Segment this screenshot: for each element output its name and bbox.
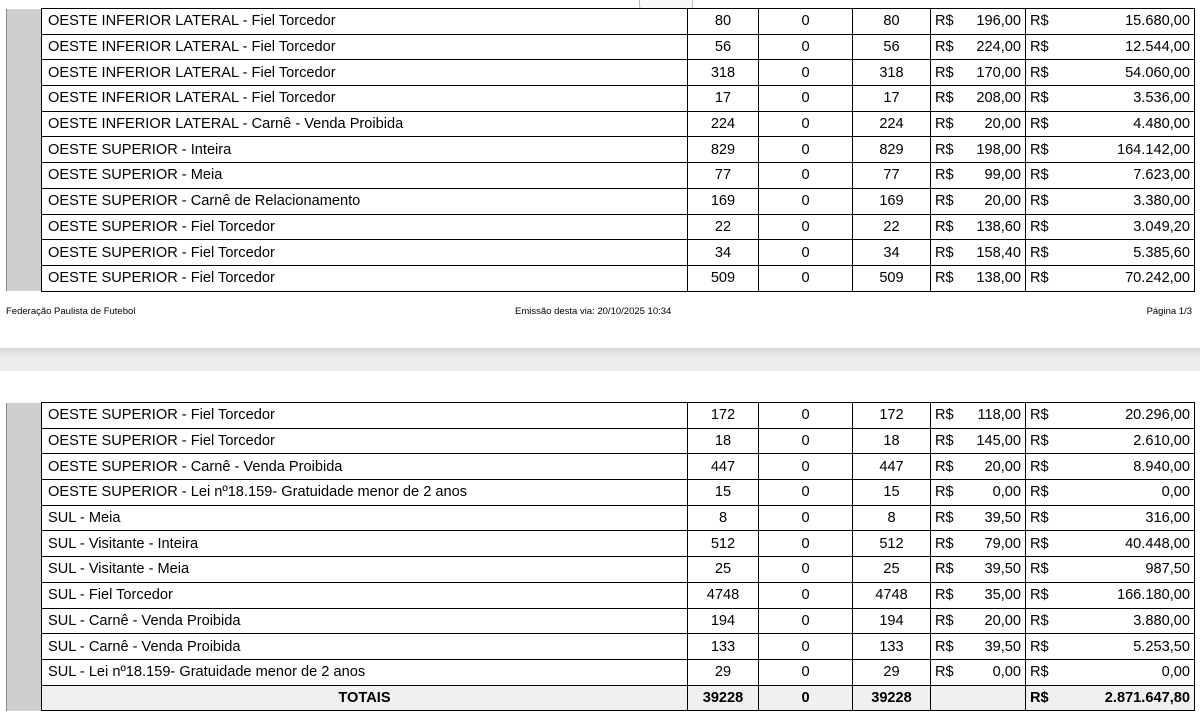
unit-price: 138,60: [960, 214, 1026, 240]
unit-price-currency: R$: [931, 659, 960, 685]
quantity-sold: 4748: [688, 582, 759, 608]
table-row: [7, 608, 1195, 634]
row-side-margin: [7, 634, 42, 660]
quantity-cancelled: 0: [759, 557, 853, 583]
total-currency: R$: [1026, 480, 1054, 506]
sector-description: OESTE SUPERIOR - Lei nº18.159- Gratuidade menor de 2 anos: [42, 480, 688, 506]
row-side-margin: [7, 659, 42, 685]
quantity-net: 34: [853, 240, 931, 266]
unit-price-currency: R$: [931, 634, 960, 660]
total-currency: R$: [1026, 531, 1054, 557]
sector-description: SUL - Lei nº18.159- Gratuidade menor de 2 anos: [42, 659, 688, 685]
unit-price-currency: R$: [931, 531, 960, 557]
footer-organization: Federação Paulista de Futebol: [6, 306, 136, 317]
row-total: 2.610,00: [1054, 428, 1195, 454]
row-side-margin: [7, 86, 42, 112]
quantity-net: 447: [853, 454, 931, 480]
quantity-sold: 133: [688, 634, 759, 660]
quantity-sold: 22: [688, 214, 759, 240]
row-side-margin: [7, 60, 42, 86]
unit-price: 170,00: [960, 60, 1026, 86]
report-page-1: [0, 0, 1200, 348]
sector-description: OESTE SUPERIOR - Fiel Torcedor: [42, 240, 688, 266]
total-currency: R$: [1026, 34, 1054, 60]
row-side-margin: [7, 163, 42, 189]
row-total: 40.448,00: [1054, 531, 1195, 557]
row-side-margin: [7, 214, 42, 240]
quantity-net: 25: [853, 557, 931, 583]
unit-price-currency: R$: [931, 60, 960, 86]
row-side-margin: [7, 685, 42, 711]
unit-price-currency: R$: [931, 214, 960, 240]
quantity-net: 172: [853, 403, 931, 429]
unit-price-currency: R$: [931, 240, 960, 266]
ticket-sales-table-page-1: [6, 8, 1195, 292]
sector-description: OESTE SUPERIOR - Fiel Torcedor: [42, 214, 688, 240]
quantity-net: 169: [853, 188, 931, 214]
row-total: 5.385,60: [1054, 240, 1195, 266]
row-total: 54.060,00: [1054, 60, 1195, 86]
table-row: [7, 137, 1195, 163]
unit-price-currency: R$: [931, 557, 960, 583]
unit-price-currency: R$: [931, 9, 960, 35]
quantity-cancelled: 0: [759, 505, 853, 531]
sector-description: OESTE INFERIOR LATERAL - Fiel Torcedor: [42, 34, 688, 60]
total-currency: R$: [1026, 428, 1054, 454]
unit-price: 224,00: [960, 34, 1026, 60]
total-currency: R$: [1026, 557, 1054, 583]
row-side-margin: [7, 557, 42, 583]
unit-price: 118,00: [960, 403, 1026, 429]
unit-price-currency: R$: [931, 137, 960, 163]
sector-description: SUL - Carnê - Venda Proibida: [42, 608, 688, 634]
quantity-cancelled: 0: [759, 111, 853, 137]
total-currency: R$: [1026, 9, 1054, 35]
table-row: [7, 240, 1195, 266]
footer-page-number: Página 1/3: [1146, 306, 1192, 317]
sector-description: OESTE INFERIOR LATERAL - Carnê - Venda Proibida: [42, 111, 688, 137]
quantity-sold: 512: [688, 531, 759, 557]
sector-description: SUL - Visitante - Meia: [42, 557, 688, 583]
quantity-net: 77: [853, 163, 931, 189]
unit-price-currency: R$: [931, 403, 960, 429]
total-currency: R$: [1026, 265, 1054, 291]
unit-price-currency: R$: [931, 582, 960, 608]
row-side-margin: [7, 608, 42, 634]
total-currency: R$: [1026, 60, 1054, 86]
sector-description: SUL - Fiel Torcedor: [42, 582, 688, 608]
table-row: [7, 86, 1195, 112]
unit-price: 20,00: [960, 608, 1026, 634]
row-total: 3.880,00: [1054, 608, 1195, 634]
quantity-net: 15: [853, 480, 931, 506]
sector-description: OESTE SUPERIOR - Meia: [42, 163, 688, 189]
row-total: 15.680,00: [1054, 9, 1195, 35]
unit-price-currency: R$: [931, 188, 960, 214]
row-total: 987,50: [1054, 557, 1195, 583]
row-side-margin: [7, 188, 42, 214]
unit-price-currency: R$: [931, 505, 960, 531]
quantity-net: 80: [853, 9, 931, 35]
table-row: [7, 403, 1195, 429]
quantity-net: 509: [853, 265, 931, 291]
quantity-sold: 172: [688, 403, 759, 429]
row-side-margin: [7, 428, 42, 454]
row-total: 0,00: [1054, 659, 1195, 685]
unit-price: 208,00: [960, 86, 1026, 112]
unit-price: 20,00: [960, 188, 1026, 214]
unit-price: 0,00: [960, 480, 1026, 506]
sector-description: OESTE SUPERIOR - Carnê de Relacionamento: [42, 188, 688, 214]
table-row: [7, 531, 1195, 557]
unit-price: 79,00: [960, 531, 1026, 557]
row-side-margin: [7, 34, 42, 60]
quantity-sold: 8: [688, 505, 759, 531]
sector-description: OESTE INFERIOR LATERAL - Fiel Torcedor: [42, 86, 688, 112]
totals-empty-cell: [931, 685, 1026, 711]
quantity-net: 133: [853, 634, 931, 660]
quantity-cancelled: 0: [759, 240, 853, 266]
total-currency: R$: [1026, 137, 1054, 163]
quantity-sold: 829: [688, 137, 759, 163]
quantity-cancelled: 0: [759, 403, 853, 429]
grand-total: 2.871.647,80: [1054, 685, 1195, 711]
table-row: [7, 9, 1195, 35]
row-side-margin: [7, 403, 42, 429]
total-currency: R$: [1026, 454, 1054, 480]
quantity-cancelled: 0: [759, 265, 853, 291]
unit-price-currency: R$: [931, 111, 960, 137]
row-side-margin: [7, 137, 42, 163]
quantity-cancelled: 0: [759, 214, 853, 240]
quantity-cancelled: 0: [759, 659, 853, 685]
unit-price: 35,00: [960, 582, 1026, 608]
sector-description: SUL - Carnê - Venda Proibida: [42, 634, 688, 660]
totals-currency: R$: [1026, 685, 1054, 711]
unit-price: 39,50: [960, 634, 1026, 660]
table-row: [7, 428, 1195, 454]
unit-price-currency: R$: [931, 428, 960, 454]
unit-price: 0,00: [960, 659, 1026, 685]
table-row: [7, 111, 1195, 137]
table-row: [7, 265, 1195, 291]
footer-emission-date: Emissão desta via: 20/10/2025 10:34: [515, 306, 672, 317]
row-side-margin: [7, 265, 42, 291]
quantity-net: 194: [853, 608, 931, 634]
quantity-sold: 15: [688, 480, 759, 506]
page-separator: [0, 348, 1200, 371]
totals-quantity-cancelled: 0: [759, 685, 853, 711]
sector-description: SUL - Visitante - Inteira: [42, 531, 688, 557]
row-side-margin: [7, 240, 42, 266]
total-currency: R$: [1026, 582, 1054, 608]
sector-description: OESTE SUPERIOR - Inteira: [42, 137, 688, 163]
unit-price: 196,00: [960, 9, 1026, 35]
quantity-cancelled: 0: [759, 480, 853, 506]
total-currency: R$: [1026, 505, 1054, 531]
quantity-net: 512: [853, 531, 931, 557]
quantity-sold: 25: [688, 557, 759, 583]
quantity-cancelled: 0: [759, 188, 853, 214]
report-page-2: [0, 371, 1200, 713]
quantity-sold: 17: [688, 86, 759, 112]
row-total: 164.142,00: [1054, 137, 1195, 163]
quantity-cancelled: 0: [759, 60, 853, 86]
unit-price-currency: R$: [931, 454, 960, 480]
sector-description: OESTE SUPERIOR - Fiel Torcedor: [42, 265, 688, 291]
row-side-margin: [7, 9, 42, 35]
unit-price: 198,00: [960, 137, 1026, 163]
row-side-margin: [7, 582, 42, 608]
quantity-cancelled: 0: [759, 454, 853, 480]
row-side-margin: [7, 480, 42, 506]
row-total: 7.623,00: [1054, 163, 1195, 189]
table-row: [7, 659, 1195, 685]
total-currency: R$: [1026, 111, 1054, 137]
table-row: [7, 34, 1195, 60]
quantity-cancelled: 0: [759, 9, 853, 35]
quantity-sold: 34: [688, 240, 759, 266]
quantity-net: 18: [853, 428, 931, 454]
total-currency: R$: [1026, 634, 1054, 660]
quantity-sold: 29: [688, 659, 759, 685]
sector-description: OESTE INFERIOR LATERAL - Fiel Torcedor: [42, 9, 688, 35]
quantity-net: 8: [853, 505, 931, 531]
unit-price: 20,00: [960, 454, 1026, 480]
quantity-sold: 18: [688, 428, 759, 454]
table-row: [7, 454, 1195, 480]
sector-description: OESTE SUPERIOR - Fiel Torcedor: [42, 428, 688, 454]
quantity-cancelled: 0: [759, 86, 853, 112]
ticket-sales-table-page-2: [6, 402, 1195, 711]
table-row: [7, 557, 1195, 583]
row-total: 4.480,00: [1054, 111, 1195, 137]
row-total: 8.940,00: [1054, 454, 1195, 480]
quantity-net: 56: [853, 34, 931, 60]
quantity-net: 29: [853, 659, 931, 685]
row-total: 166.180,00: [1054, 582, 1195, 608]
quantity-net: 318: [853, 60, 931, 86]
row-total: 0,00: [1054, 480, 1195, 506]
row-side-margin: [7, 531, 42, 557]
row-total: 5.253,50: [1054, 634, 1195, 660]
unit-price-currency: R$: [931, 86, 960, 112]
total-currency: R$: [1026, 403, 1054, 429]
unit-price: 158,40: [960, 240, 1026, 266]
quantity-net: 829: [853, 137, 931, 163]
table-row: [7, 634, 1195, 660]
unit-price: 20,00: [960, 111, 1026, 137]
table-row: [7, 582, 1195, 608]
unit-price: 138,00: [960, 265, 1026, 291]
quantity-net: 224: [853, 111, 931, 137]
quantity-sold: 318: [688, 60, 759, 86]
quantity-cancelled: 0: [759, 34, 853, 60]
quantity-sold: 169: [688, 188, 759, 214]
row-side-margin: [7, 454, 42, 480]
unit-price-currency: R$: [931, 608, 960, 634]
quantity-sold: 80: [688, 9, 759, 35]
sector-description: OESTE SUPERIOR - Carnê - Venda Proibida: [42, 454, 688, 480]
table-row: [7, 163, 1195, 189]
row-total: 3.536,00: [1054, 86, 1195, 112]
row-side-margin: [7, 111, 42, 137]
table-row: [7, 60, 1195, 86]
total-currency: R$: [1026, 608, 1054, 634]
quantity-sold: 509: [688, 265, 759, 291]
quantity-cancelled: 0: [759, 428, 853, 454]
unit-price-currency: R$: [931, 265, 960, 291]
total-currency: R$: [1026, 240, 1054, 266]
totals-row: [7, 685, 1195, 711]
quantity-net: 4748: [853, 582, 931, 608]
sector-description: SUL - Meia: [42, 505, 688, 531]
table-row: [7, 214, 1195, 240]
row-total: 20.296,00: [1054, 403, 1195, 429]
row-total: 3.380,00: [1054, 188, 1195, 214]
quantity-sold: 447: [688, 454, 759, 480]
row-side-margin: [7, 505, 42, 531]
table-row: [7, 505, 1195, 531]
table-row: [7, 480, 1195, 506]
unit-price: 39,50: [960, 557, 1026, 583]
quantity-cancelled: 0: [759, 608, 853, 634]
quantity-sold: 56: [688, 34, 759, 60]
row-total: 70.242,00: [1054, 265, 1195, 291]
quantity-sold: 224: [688, 111, 759, 137]
quantity-sold: 77: [688, 163, 759, 189]
total-currency: R$: [1026, 188, 1054, 214]
total-currency: R$: [1026, 163, 1054, 189]
unit-price: 145,00: [960, 428, 1026, 454]
total-currency: R$: [1026, 659, 1054, 685]
unit-price-currency: R$: [931, 34, 960, 60]
row-total: 316,00: [1054, 505, 1195, 531]
quantity-cancelled: 0: [759, 137, 853, 163]
quantity-cancelled: 0: [759, 582, 853, 608]
row-total: 3.049,20: [1054, 214, 1195, 240]
quantity-sold: 194: [688, 608, 759, 634]
total-currency: R$: [1026, 86, 1054, 112]
sector-description: OESTE SUPERIOR - Fiel Torcedor: [42, 403, 688, 429]
totals-label: TOTAIS: [42, 685, 688, 711]
unit-price: 99,00: [960, 163, 1026, 189]
quantity-net: 22: [853, 214, 931, 240]
quantity-cancelled: 0: [759, 531, 853, 557]
sector-description: OESTE INFERIOR LATERAL - Fiel Torcedor: [42, 60, 688, 86]
totals-quantity-sold: 39228: [688, 685, 759, 711]
unit-price-currency: R$: [931, 163, 960, 189]
row-total: 12.544,00: [1054, 34, 1195, 60]
table-row: [7, 188, 1195, 214]
quantity-cancelled: 0: [759, 634, 853, 660]
quantity-cancelled: 0: [759, 163, 853, 189]
total-currency: R$: [1026, 214, 1054, 240]
quantity-net: 17: [853, 86, 931, 112]
totals-quantity-net: 39228: [853, 685, 931, 711]
unit-price-currency: R$: [931, 480, 960, 506]
unit-price: 39,50: [960, 505, 1026, 531]
